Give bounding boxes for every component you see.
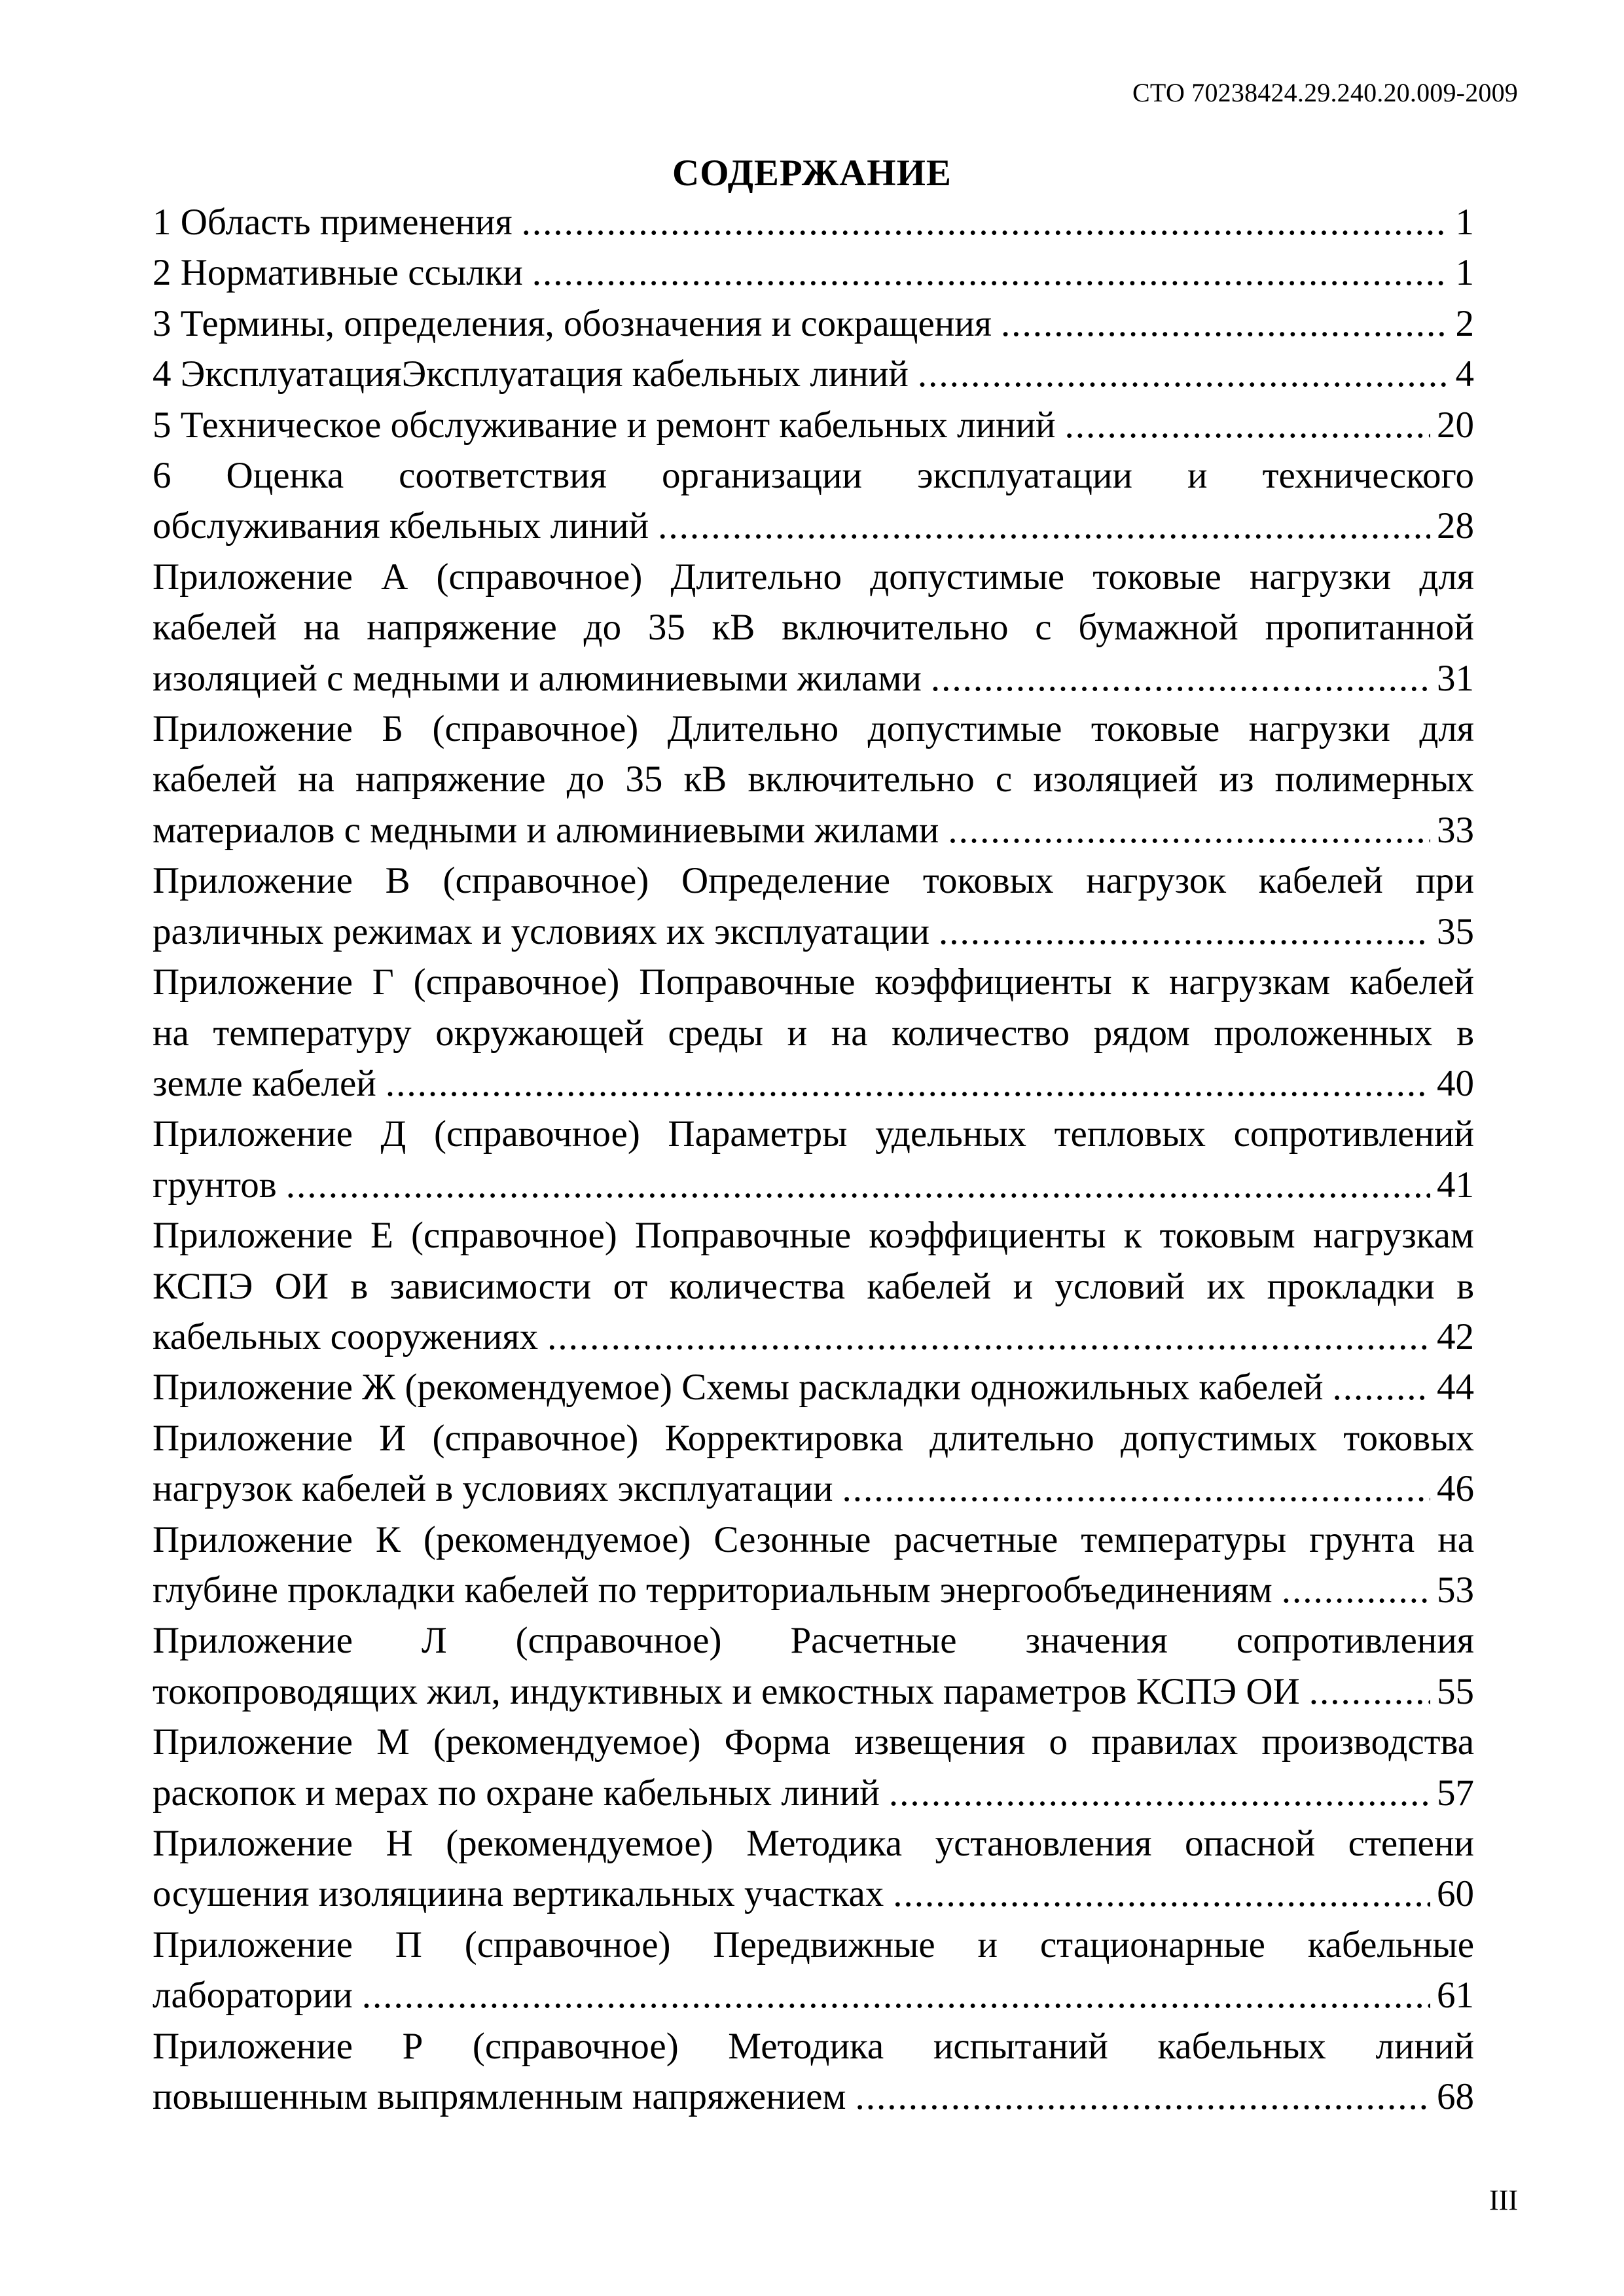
toc-entry-title: повышенным выпрямленным напряжением <box>153 2076 846 2118</box>
toc-entry-title-line: Приложение В (справочное) Определение токовых нагрузок кабелей при <box>153 860 1474 902</box>
toc-entry-line <box>153 1058 1474 1109</box>
toc-entry[interactable] <box>153 1717 1474 1818</box>
toc-entry-title: 3 Термины, определения, обозначения и сокращения <box>153 302 992 344</box>
toc-entry-title: земле кабелей <box>153 1062 376 1104</box>
dot-leader <box>1001 298 1449 349</box>
toc-entry-title-line: кабелей на напряжение до 35 кВ включительно с бумажной пропитанной <box>153 607 1474 649</box>
toc-entry[interactable] <box>153 1818 1474 1920</box>
toc-entry-line <box>153 298 1474 349</box>
toc-entry-title: раскопок и мерах по охране кабельных линий <box>153 1772 880 1814</box>
toc-entry[interactable] <box>153 1615 1474 1717</box>
toc-entry-page: 28 <box>1437 505 1474 547</box>
toc-entry-title: 2 Нормативные ссылки <box>153 252 523 294</box>
toc-entry[interactable] <box>153 1515 1474 1616</box>
toc-entry-page: 68 <box>1437 2076 1474 2118</box>
toc-entry-page: 4 <box>1455 353 1474 395</box>
toc-entry[interactable] <box>153 1210 1474 1362</box>
toc-entry-title-line: Приложение Р (справочное) Методика испытаний кабельных линий <box>153 2025 1474 2067</box>
toc-entry-line <box>153 400 1474 450</box>
toc-entry-page: 61 <box>1437 1975 1474 2017</box>
toc-entry-title-line: Приложение Н (рекомендуемое) Методика установления опасной степени <box>153 1823 1474 1864</box>
toc-entry-page: 44 <box>1437 1367 1474 1408</box>
toc-entry-title: 4 ЭксплуатацияЭксплуатация кабельных линий <box>153 353 909 395</box>
toc-entry-title-line: Приложение П (справочное) Передвижные и стационарные кабельные <box>153 1924 1474 1965</box>
toc-entry-page: 55 <box>1437 1670 1474 1712</box>
dot-leader <box>658 501 1430 551</box>
dot-leader <box>1332 1362 1430 1412</box>
dot-leader <box>939 906 1430 957</box>
toc-entry-line <box>153 906 1474 957</box>
toc-entry-title-line: Приложение М (рекомендуемое) Форма извещения о правилах производства <box>153 1721 1474 1763</box>
toc-entry-title-line: Приложение Е (справочное) Поправочные коэффициенты к токовым нагрузкам <box>153 1215 1474 1257</box>
dot-leader <box>522 197 1449 247</box>
dot-leader <box>918 349 1449 399</box>
dot-leader <box>1065 400 1431 450</box>
toc-entry-page: 2 <box>1455 302 1474 344</box>
toc-entry-title: 5 Техническое обслуживание и ремонт кабельных линий <box>153 404 1056 446</box>
toc-entry-title-line: Приложение А (справочное) Длительно допустимые токовые нагрузки для <box>153 556 1474 598</box>
toc-entry-line <box>153 653 1474 704</box>
page-number: III <box>1489 2184 1518 2216</box>
dot-leader <box>948 805 1430 855</box>
toc-entry[interactable] <box>153 450 1474 552</box>
toc-entry-title-line: Приложение Д (справочное) Параметры удельных тепловых сопротивлений <box>153 1113 1474 1155</box>
toc-entry[interactable] <box>153 349 1474 399</box>
toc-entry-line <box>153 1362 1474 1412</box>
toc-entry-line <box>153 2072 1474 2122</box>
toc-entry-line <box>153 1970 1474 2020</box>
toc-entry-line <box>153 247 1474 298</box>
toc-entry-page: 31 <box>1437 657 1474 699</box>
toc-entry-title-line: Приложение Г (справочное) Поправочные коэффициенты к нагрузкам кабелей <box>153 961 1474 1003</box>
toc-entry-page: 57 <box>1437 1772 1474 1814</box>
document-code: СТО 70238424.29.240.20.009-2009 <box>1132 78 1518 107</box>
toc-entry[interactable] <box>153 704 1474 855</box>
toc-entry-page: 40 <box>1437 1062 1474 1104</box>
dot-leader <box>547 1312 1430 1362</box>
toc-entry-title: лаборатории <box>153 1975 353 2017</box>
dot-leader <box>1309 1666 1430 1717</box>
toc-entry-page: 41 <box>1437 1164 1474 1206</box>
dot-leader <box>1282 1565 1430 1615</box>
toc-entry-title-line: КСПЭ ОИ в зависимости от количества кабелей и условий их прокладки в <box>153 1265 1474 1307</box>
toc-entry-line <box>153 349 1474 399</box>
toc-entry-line <box>153 1869 1474 1919</box>
toc-entry[interactable] <box>153 1920 1474 2021</box>
toc-entry-title: токопроводящих жил, индуктивных и емкостных параметров КСПЭ ОИ <box>153 1670 1300 1712</box>
dot-leader <box>362 1970 1430 2020</box>
toc-entry-line <box>153 1463 1474 1514</box>
toc-entry[interactable] <box>153 400 1474 450</box>
dot-leader <box>855 2072 1430 2122</box>
dot-leader <box>386 1058 1430 1109</box>
toc-entry-title: осушения изоляциина вертикальных участках <box>153 1873 884 1915</box>
toc-entry-title: Приложение Ж (рекомендуемое) Схемы раскладки одножильных кабелей <box>153 1367 1324 1408</box>
toc-entry[interactable] <box>153 855 1474 957</box>
toc-entry-title: глубине прокладки кабелей по территориальным энергообъединениям <box>153 1569 1272 1611</box>
toc-entry[interactable] <box>153 1413 1474 1515</box>
toc-entry-page: 1 <box>1455 202 1474 243</box>
toc-entry-title-line: Приложение Л (справочное) Расчетные значения сопротивления <box>153 1620 1474 1662</box>
toc-entry-title-line: на температуру окружающей среды и на количество рядом проложенных в <box>153 1012 1474 1054</box>
dot-leader <box>286 1160 1430 1210</box>
toc-entry-title: кабельных сооружениях <box>153 1316 539 1357</box>
toc-entry-title: грунтов <box>153 1164 277 1206</box>
toc-entry[interactable] <box>153 1109 1474 1210</box>
toc-entry-page: 35 <box>1437 910 1474 952</box>
toc-entry-page: 20 <box>1437 404 1474 446</box>
toc-entry-page: 42 <box>1437 1316 1474 1357</box>
toc-entry-line <box>153 805 1474 855</box>
toc-entry[interactable] <box>153 298 1474 349</box>
toc-entry-page: 60 <box>1437 1873 1474 1915</box>
toc-entry[interactable] <box>153 552 1474 704</box>
toc-entry-line <box>153 501 1474 551</box>
toc-entry-line <box>153 1565 1474 1615</box>
toc-entry[interactable] <box>153 247 1474 298</box>
toc-entry-line <box>153 1160 1474 1210</box>
toc-entry-title: обслуживания кбельных линий <box>153 505 649 547</box>
toc-entry-title: различных режимах и условиях их эксплуатации <box>153 910 930 952</box>
toc-title: СОДЕРЖАНИЕ <box>672 152 952 194</box>
toc-entry-title: 1 Область применения <box>153 202 513 243</box>
table-of-contents <box>153 197 1474 2122</box>
toc-entry-title-line: Приложение К (рекомендуемое) Сезонные расчетные температуры грунта на <box>153 1518 1474 1560</box>
toc-entry-title: нагрузок кабелей в условиях эксплуатации <box>153 1468 833 1510</box>
dot-leader <box>893 1869 1430 1919</box>
toc-entry[interactable] <box>153 2021 1474 2123</box>
dot-leader <box>532 247 1449 298</box>
toc-entry-line <box>153 1312 1474 1362</box>
toc-entry-title-line: 6 Оценка соответствия организации эксплуатации и технического <box>153 455 1474 497</box>
dot-leader <box>889 1768 1430 1818</box>
dot-leader <box>842 1463 1431 1514</box>
toc-entry-line <box>153 197 1474 247</box>
toc-entry[interactable] <box>153 1362 1474 1412</box>
dot-leader <box>931 653 1430 704</box>
toc-entry-title-line: Приложение Б (справочное) Длительно допустимые токовые нагрузки для <box>153 708 1474 750</box>
toc-entry[interactable] <box>153 957 1474 1109</box>
toc-entry-line <box>153 1768 1474 1818</box>
toc-entry-page: 46 <box>1437 1468 1474 1510</box>
toc-entry-page: 53 <box>1437 1569 1474 1611</box>
toc-entry-title: изоляцией с медными и алюминиевыми жилами <box>153 657 922 699</box>
toc-entry-line <box>153 1666 1474 1717</box>
toc-entry[interactable] <box>153 197 1474 247</box>
toc-entry-title-line: кабелей на напряжение до 35 кВ включительно с изоляцией из полимерных <box>153 759 1474 800</box>
toc-entry-title: материалов с медными и алюминиевыми жилами <box>153 809 939 851</box>
toc-entry-page: 33 <box>1437 809 1474 851</box>
toc-entry-page: 1 <box>1455 252 1474 294</box>
toc-entry-title-line: Приложение И (справочное) Корректировка длительно допустимых токовых <box>153 1417 1474 1459</box>
